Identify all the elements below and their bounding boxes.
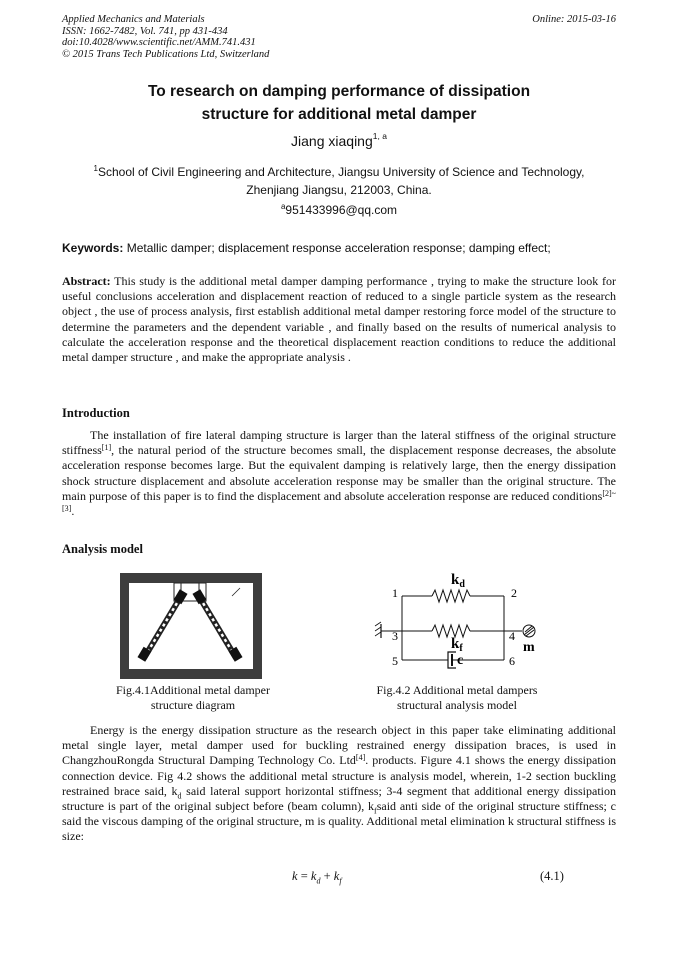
label-kf-sub: f xyxy=(459,643,463,654)
affiliation xyxy=(62,160,616,199)
author-sup: 1, a xyxy=(372,131,387,141)
affiliation-line-2: Zhenjiang Jiangsu, 212003, China. xyxy=(246,183,432,197)
author-line xyxy=(62,131,616,149)
copyright-line: © 2015 Trans Tech Publications Ltd, Switzerland xyxy=(62,48,270,60)
doi-line: doi:10.4028/www.scientific.net/AMM.741.431 xyxy=(62,37,256,48)
journal-name: Applied Mechanics and Materials xyxy=(62,14,205,25)
abstract-text: This study is the additional metal damper damping performance , trying to make the structure look for useful conclusions acceleration and displacement reaction of reduced to a single particle system as the research object , the use of process analysis, first establish additional metal damper restoring force model of the structure to determine the parameters and the dependent variable , and finally based on the results of numerical analysis to calculate the acceleration response and the theoretical displacement reaction conditions to reduce the additional metal damper structure , and make the appropriate analysis . xyxy=(62,274,616,365)
mass-symbol xyxy=(523,625,535,637)
analysis-model-paragraph xyxy=(62,723,616,845)
eq-equals: = xyxy=(297,869,311,883)
abstract-paragraph xyxy=(62,274,616,365)
fig1-caption-line-1: Fig.4.1Additional metal damper xyxy=(116,683,270,697)
node-label-6: 6 xyxy=(509,654,515,668)
model-text-3: said lateral support horizontal stiffness; 3-4 segment that additional energy dissipation structure is part of the original subject before (beam column), k xyxy=(62,783,616,814)
label-kd xyxy=(451,572,465,590)
eq-k1: k xyxy=(310,869,317,883)
model-sub-d: d xyxy=(177,791,182,801)
node-label-1: 1 xyxy=(392,586,398,600)
label-kd-k: k xyxy=(451,572,460,588)
label-m: m xyxy=(523,640,535,655)
label-kf xyxy=(451,636,463,654)
introduction-paragraph xyxy=(62,428,616,519)
keywords-label: Keywords: xyxy=(62,241,124,255)
affiliation-sup: 1 xyxy=(93,164,98,173)
intro-text-2: , the natural period of the structure becomes small, the displacement response decreases, the absolute acceleration response becomes large. But the equivalent damping is relatively large, then the energy dissipation shock structure displacement and absolute acceleration response may be smaller than the original structure. The main purpose of this paper is to find the displacement and absolute acceleration response are reduced conditions xyxy=(62,443,616,503)
figure-4-2-caption xyxy=(360,683,554,713)
equation-body xyxy=(292,869,342,886)
label-c: c xyxy=(457,653,464,668)
model-text-1: Energy is the energy dissipation structure as the research object in this paper take eliminating additional metal single layer, metal damper used for buckling restrained energy dissipation braces, is used in ChangzhouRongda Structural Damping Technology Co. Ltd xyxy=(62,723,616,768)
node-label-3: 3 xyxy=(392,629,398,643)
paper-title xyxy=(62,80,616,126)
affiliation-line-1: School of Civil Engineering and Architecture, Jiangsu University of Science and Technology, xyxy=(97,165,585,179)
intro-ref-2: [2]~[3] xyxy=(62,488,616,514)
intro-text-1: The installation of fire lateral damping structure is larger than the lateral stiffness of the original structure stiffness xyxy=(62,428,616,458)
keywords xyxy=(62,241,616,255)
dashpot-c xyxy=(402,652,504,668)
intro-text-3: . xyxy=(71,504,75,519)
model-ref-4: [4] xyxy=(355,753,366,763)
node-label-2: 2 xyxy=(511,586,517,600)
email-sup: a xyxy=(280,202,286,211)
fig2-caption-line-1: Fig.4.2 Additional metal dampers xyxy=(376,683,538,697)
fixed-support xyxy=(375,622,381,638)
eq-k2-sub: f xyxy=(339,876,342,886)
abstract-label: Abstract: xyxy=(62,274,111,288)
page-header xyxy=(62,14,616,60)
eq-plus: + xyxy=(320,869,334,883)
intro-ref-1: [1] xyxy=(101,443,112,453)
equation-number: (4.1) xyxy=(540,869,564,883)
eq-k1-sub: d xyxy=(316,876,321,886)
author-name: Jiang xiaqing xyxy=(291,133,373,149)
model-text-4: said anti side of the original structure stiffness; c said the viscous damping of the original structure, m is quality. Additional metal elimination k structural stiffness is size: xyxy=(62,799,616,844)
title-line-2: structure for additional metal damper xyxy=(201,106,477,123)
eq-lhs: k xyxy=(292,869,298,883)
node-label-4: 4 xyxy=(509,629,515,643)
figure-4-1-frame-diagram xyxy=(118,570,264,680)
introduction-heading: Introduction xyxy=(62,406,130,420)
title-line-1: To research on damping performance of dissipation xyxy=(147,83,531,100)
eq-k2: k xyxy=(333,869,340,883)
label-kd-sub: d xyxy=(459,579,465,590)
keywords-text: Metallic damper; displacement response acceleration response; damping effect; xyxy=(126,241,551,255)
issn-line: ISSN: 1662-7482, Vol. 741, pp 431-434 xyxy=(62,25,228,37)
figure-4-2-analysis-model xyxy=(372,566,552,678)
spring-kd xyxy=(402,590,504,602)
node-label-5: 5 xyxy=(392,654,398,668)
analysis-model-heading: Analysis model xyxy=(62,542,143,556)
fig1-caption-line-2: structure diagram xyxy=(150,698,236,712)
model-sub-f: f xyxy=(374,806,377,816)
email-address: 951433996@qq.com xyxy=(285,203,398,217)
online-date: Online: 2015-03-16 xyxy=(532,14,616,25)
fig2-caption-line-2: structural analysis model xyxy=(397,698,517,712)
model-text-2: . products. Figure 4.1 shows the energy dissipation connection device. Fig 4.2 shows the additional metal structure is analysis model, wherein, 1-2 section buckling restrained brace said, k xyxy=(62,753,616,798)
email-line xyxy=(62,202,616,217)
label-kf-k: k xyxy=(451,636,460,652)
figure-4-1-caption xyxy=(96,683,290,713)
